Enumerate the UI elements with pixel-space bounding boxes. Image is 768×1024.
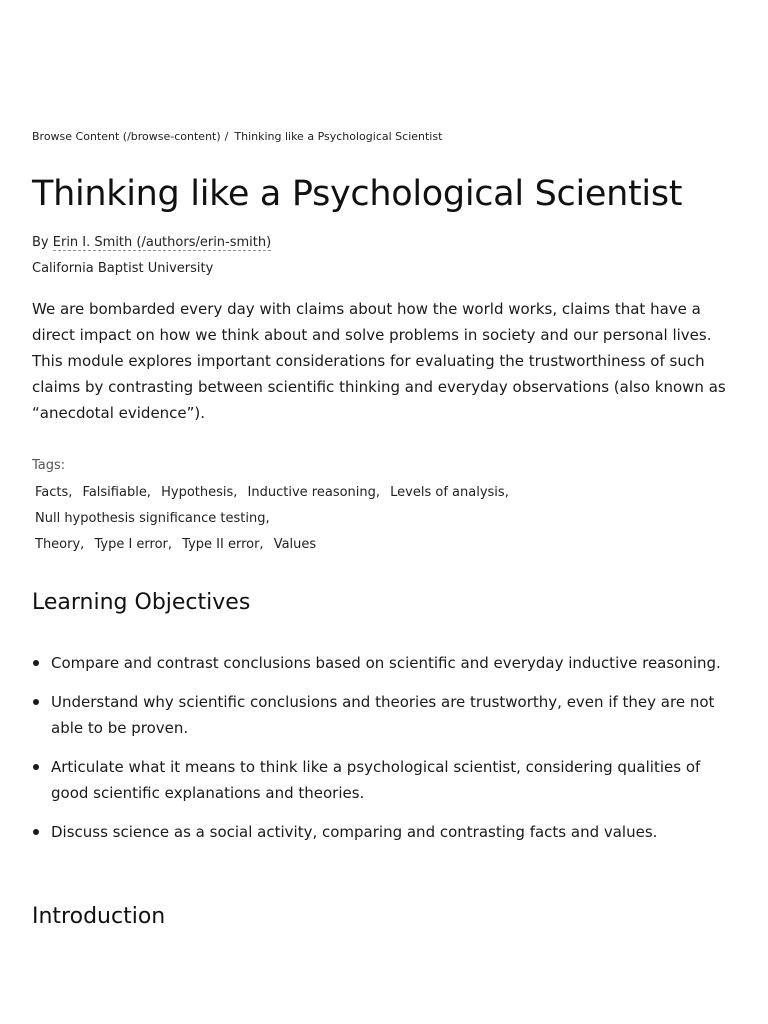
- byline-prefix: By: [32, 235, 49, 250]
- list-item: [32, 819, 736, 845]
- list-item-text: Compare and contrast conclusions based on scientific and everyday inductive reasoning.: [51, 654, 721, 672]
- learning-objectives-heading: Learning Objectives: [32, 590, 251, 615]
- tag-inductive-reasoning[interactable]: Inductive reasoning,: [247, 485, 381, 500]
- bullet-icon: [33, 699, 39, 705]
- list-item: [32, 754, 736, 806]
- tag-type-i-error[interactable]: Type I error,: [94, 537, 173, 552]
- list-item: [32, 689, 736, 741]
- list-item: [32, 650, 736, 676]
- tags-list: [35, 480, 735, 558]
- tag-hypothesis[interactable]: Hypothesis,: [161, 485, 238, 500]
- tag-null-hypothesis-significance-testing[interactable]: Null hypothesis significance testing,: [35, 511, 270, 526]
- tags-label: Tags:: [32, 458, 66, 473]
- tag-type-ii-error[interactable]: Type II error,: [182, 537, 264, 552]
- introduction-heading: Introduction: [32, 904, 166, 929]
- tag-levels-of-analysis[interactable]: Levels of analysis,: [390, 485, 509, 500]
- list-item-text: Understand why scientific conclusions and theories are trustworthy, even if they are not able to be proven.: [51, 693, 715, 737]
- tag-falsifiable[interactable]: Falsifiable,: [82, 485, 151, 500]
- byline: [32, 235, 271, 250]
- page-title: Thinking like a Psychological Scientist: [32, 174, 683, 214]
- author-affiliation: California Baptist University: [32, 261, 214, 276]
- breadcrumb-current: Thinking like a Psychological Scientist: [234, 130, 443, 143]
- tag-values[interactable]: Values: [273, 537, 317, 552]
- bullet-icon: [33, 764, 39, 770]
- author-link[interactable]: Erin I. Smith (/authors/erin-smith): [52, 235, 272, 250]
- list-item-text: Discuss science as a social activity, comparing and contrasting facts and values.: [51, 823, 658, 841]
- bullet-icon: [33, 829, 39, 835]
- tag-facts[interactable]: Facts,: [35, 485, 73, 500]
- bullet-icon: [33, 660, 39, 666]
- tag-theory[interactable]: Theory,: [35, 537, 85, 552]
- breadcrumb-separator: /: [224, 130, 229, 143]
- learning-objectives-list: [32, 650, 736, 858]
- list-item-text: Articulate what it means to think like a psychological scientist, considering qualities of good scientific explanations and theories.: [51, 758, 701, 802]
- article-abstract: We are bombarded every day with claims about how the world works, claims that have a direct impact on how we think about and solve problems in society and our personal lives. This module explores important considerations for evaluating the trustworthiness of such claims by contrasting between scientific thinking and everyday observations (also known as “anecdotal evidence”).: [32, 300, 726, 422]
- breadcrumb-link-browse-content[interactable]: Browse Content (/browse-content): [32, 130, 221, 143]
- breadcrumb: [32, 130, 442, 143]
